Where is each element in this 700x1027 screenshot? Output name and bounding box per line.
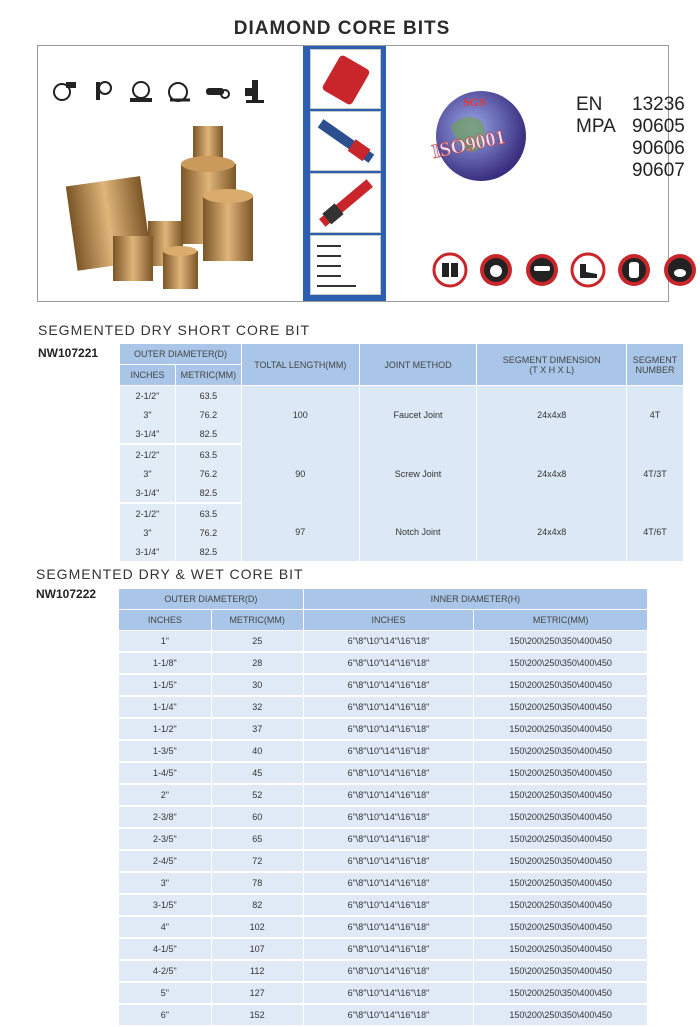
cell-metric: 112	[211, 960, 303, 982]
cell-inner-metric: 150\200\250\350\400\450	[474, 784, 648, 806]
long-core-bit-photo	[310, 111, 381, 171]
cell-inner-metric: 150\200\250\350\400\450	[474, 938, 648, 960]
dry-wet-table-body	[119, 631, 648, 1027]
cell-inner-inches: 6"\8"\10"\14"\16"\18"	[303, 850, 474, 872]
section1-title: SEGMENTED DRY SHORT CORE BIT	[38, 322, 311, 338]
cell-inches: 1-3/5"	[119, 740, 212, 762]
table-row	[119, 784, 648, 806]
cell-inches: 3"	[119, 872, 212, 894]
cell-metric: 37	[211, 718, 303, 740]
cell-inner-metric: 150\200\250\350\400\450	[474, 696, 648, 718]
cell-inner-metric: 150\200\250\350\400\450	[474, 740, 648, 762]
cell-inner-metric: 150\200\250\350\400\450	[474, 872, 648, 894]
product-banner	[37, 45, 685, 302]
header-inner-inches: INCHES	[303, 610, 474, 631]
table-row	[119, 718, 648, 740]
cell-inches: 3-1/5"	[119, 894, 212, 916]
cell-inner-metric: 150\200\250\350\400\450	[474, 894, 648, 916]
cell-metric: 28	[211, 652, 303, 674]
cell-metric: 40	[211, 740, 303, 762]
segment-number-cell: 4T	[627, 386, 684, 445]
cell-inner-inches: 6"\8"\10"\14"\16"\18"	[303, 784, 474, 806]
total-length-cell: 97	[241, 503, 359, 561]
cell-metric: 78	[211, 872, 303, 894]
table-row	[119, 1004, 648, 1026]
short-core-bit-table	[119, 343, 684, 561]
table-row: 3" 76.2	[120, 405, 684, 424]
table-row: 3" 76.2	[120, 464, 684, 483]
cell-inner-metric: 150\200\250\350\400\450	[474, 806, 648, 828]
table-row: 3" 76.2	[120, 523, 684, 542]
section2-code: NW107222	[36, 587, 97, 601]
standard-row: 90606	[632, 138, 685, 159]
table-row: 2-1/2" 63.5 100 Faucet Joint 24x4x8 4T	[120, 386, 684, 406]
cell-metric: 102	[211, 916, 303, 938]
cell-inches: 2-4/5"	[119, 850, 212, 872]
table-row	[119, 806, 648, 828]
table-row	[119, 872, 648, 894]
safety-icons-row	[432, 252, 698, 288]
cell-metric: 60	[211, 806, 303, 828]
iso-globe-seal	[421, 86, 541, 191]
header-inner-diameter: INNER DIAMETER(H)	[303, 589, 647, 610]
cell-inner-inches: 6"\8"\10"\14"\16"\18"	[303, 806, 474, 828]
cell-inner-inches: 6"\8"\10"\14"\16"\18"	[303, 1004, 474, 1026]
cell-inner-inches: 6"\8"\10"\14"\16"\18"	[303, 960, 474, 982]
header-metric: METRIC(MM)	[211, 610, 303, 631]
ear-protection-icon	[478, 252, 514, 288]
section1-code: NW107221	[38, 346, 99, 360]
total-length-cell: 90	[241, 444, 359, 503]
table-row: 2-1/2" 63.5 90 Screw Joint 24x4x8 4T/3T	[120, 444, 684, 464]
segment-dimension-cell: 24x4x8	[477, 503, 627, 561]
cell-inches: 1-1/5"	[119, 674, 212, 696]
cell-metric: 65	[211, 828, 303, 850]
cell-metric: 82	[211, 894, 303, 916]
table-row	[119, 828, 648, 850]
table-row: 3-1/4" 82.5	[120, 424, 684, 444]
header-outer-diameter: OUTER DIAMETER(D)	[120, 344, 242, 365]
cell-inches: 1-1/8"	[119, 652, 212, 674]
table-row: 3-1/4" 82.5	[120, 542, 684, 561]
cell-inches: 4-1/5"	[119, 938, 212, 960]
table-row	[119, 982, 648, 1004]
cell-metric: 45	[211, 762, 303, 784]
cell-inner-inches: 6"\8"\10"\14"\16"\18"	[303, 762, 474, 784]
table-row	[119, 674, 648, 696]
segment-number-cell: 4T/3T	[627, 444, 684, 503]
cell-inner-inches: 6"\8"\10"\14"\16"\18"	[303, 982, 474, 1004]
hand-grinder-icon	[204, 78, 230, 104]
cell-inches: 2-3/5"	[119, 828, 212, 850]
cell-inner-metric: 150\200\250\350\400\450	[474, 982, 648, 1004]
cell-inner-metric: 150\200\250\350\400\450	[474, 960, 648, 982]
table-row	[119, 916, 648, 938]
cell-inner-inches: 6"\8"\10"\14"\16"\18"	[303, 674, 474, 696]
cell-inner-inches: 6"\8"\10"\14"\16"\18"	[303, 740, 474, 762]
red-core-bit-photo	[310, 49, 381, 109]
accessory-kit-photo	[310, 235, 381, 295]
cell-inner-inches: 6"\8"\10"\14"\16"\18"	[303, 872, 474, 894]
svg-text:ISO9001: ISO9001	[430, 126, 508, 164]
cell-inner-inches: 6"\8"\10"\14"\16"\18"	[303, 696, 474, 718]
cell-inner-inches: 6"\8"\10"\14"\16"\18"	[303, 718, 474, 740]
standard-row: EN 13236	[576, 94, 685, 115]
cell-inner-inches: 6"\8"\10"\14"\16"\18"	[303, 631, 474, 653]
cell-inner-metric: 150\200\250\350\400\450	[474, 1004, 648, 1026]
cell-metric: 152	[211, 1004, 303, 1026]
cell-inner-metric: 150\200\250\350\400\450	[474, 674, 648, 696]
cell-metric: 52	[211, 784, 303, 806]
cell-metric: 30	[211, 674, 303, 696]
banner-certification	[386, 46, 685, 301]
cell-inner-metric: 150\200\250\350\400\450	[474, 652, 648, 674]
header-inches: INCHES	[120, 365, 176, 386]
cell-inner-inches: 6"\8"\10"\14"\16"\18"	[303, 894, 474, 916]
segment-number-cell: 4T/6T	[627, 503, 684, 561]
joint-method-cell: Notch Joint	[359, 503, 477, 561]
cell-metric: 127	[211, 982, 303, 1004]
table-row	[119, 938, 648, 960]
cell-inner-inches: 6"\8"\10"\14"\16"\18"	[303, 652, 474, 674]
cell-inner-metric: 150\200\250\350\400\450	[474, 828, 648, 850]
cell-inner-metric: 150\200\250\350\400\450	[474, 762, 648, 784]
table-row	[119, 850, 648, 872]
table-row	[119, 631, 648, 653]
wall-chaser-icon	[52, 78, 78, 104]
segment-dimension-cell: 24x4x8	[477, 444, 627, 503]
cell-inches: 2-3/8"	[119, 806, 212, 828]
circular-saw-icon	[166, 78, 192, 104]
cell-inches: 1-1/2"	[119, 718, 212, 740]
table-row	[119, 696, 648, 718]
standard-row: 90607	[632, 160, 685, 181]
dust-mask-icon	[662, 252, 698, 288]
cell-inner-inches: 6"\8"\10"\14"\16"\18"	[303, 916, 474, 938]
table-row	[119, 960, 648, 982]
wet-core-bit-photo	[310, 173, 381, 233]
table-row: 2-1/2" 63.5 97 Notch Joint 24x4x8 4T/6T	[120, 503, 684, 523]
core-bits-photo	[63, 126, 283, 296]
total-length-cell: 100	[241, 386, 359, 445]
cell-inner-inches: 6"\8"\10"\14"\16"\18"	[303, 828, 474, 850]
safety-boots-icon	[570, 252, 606, 288]
segment-dimension-cell: 24x4x8	[477, 386, 627, 445]
header-metric: METRIC(MM)	[175, 365, 241, 386]
cell-inches: 5"	[119, 982, 212, 1004]
read-manual-icon	[432, 252, 468, 288]
cell-inner-metric: 150\200\250\350\400\450	[474, 631, 648, 653]
tool-icons-row	[52, 78, 268, 104]
gloves-icon	[616, 252, 652, 288]
banner-bit-column	[303, 46, 386, 301]
table-row	[119, 894, 648, 916]
cell-inches: 1-4/5"	[119, 762, 212, 784]
cell-metric: 32	[211, 696, 303, 718]
header-joint-method: JOINT METHOD	[359, 344, 477, 386]
cell-inches: 4"	[119, 916, 212, 938]
joint-method-cell: Screw Joint	[359, 444, 477, 503]
chop-saw-icon	[128, 78, 154, 104]
cell-inches: 1"	[119, 631, 212, 653]
standard-row: MPA 90605	[576, 116, 685, 137]
cell-inches: 4-2/5"	[119, 960, 212, 982]
svg-text:SGS: SGS	[463, 95, 486, 109]
table-row	[119, 652, 648, 674]
cell-inner-inches: 6"\8"\10"\14"\16"\18"	[303, 938, 474, 960]
cell-inches: 6"	[119, 1004, 212, 1026]
header-inches: INCHES	[119, 610, 212, 631]
page-title: DIAMOND CORE BITS	[233, 18, 451, 39]
header-segment-number: SEGMENT NUMBER	[627, 344, 684, 386]
banner-product-photo	[38, 46, 303, 301]
angle-grinder-icon	[90, 78, 116, 104]
dry-wet-core-bit-table	[118, 588, 648, 1027]
cell-metric: 25	[211, 631, 303, 653]
standards-list	[576, 94, 685, 182]
table-row	[119, 762, 648, 784]
cell-inches: 1-1/4"	[119, 696, 212, 718]
header-segment-dimension: SEGMENT DIMENSION (T X H X L)	[477, 344, 627, 386]
cell-inches: 2"	[119, 784, 212, 806]
cell-inner-metric: 150\200\250\350\400\450	[474, 718, 648, 740]
header-total-length: TOLTAL LENGTH(MM)	[241, 344, 359, 386]
table-row	[119, 740, 648, 762]
section2-title: SEGMENTED DRY & WET CORE BIT	[36, 566, 304, 582]
cell-inner-metric: 150\200\250\350\400\450	[474, 850, 648, 872]
cell-metric: 72	[211, 850, 303, 872]
core-drill-rig-icon	[242, 78, 268, 104]
eye-protection-icon	[524, 252, 560, 288]
table-row: 3-1/4" 82.5	[120, 483, 684, 503]
joint-method-cell: Faucet Joint	[359, 386, 477, 445]
cell-inner-metric: 150\200\250\350\400\450	[474, 916, 648, 938]
cell-metric: 107	[211, 938, 303, 960]
header-outer-diameter: OUTER DIAMETER(D)	[119, 589, 304, 610]
header-inner-metric: METRIC(MM)	[474, 610, 648, 631]
